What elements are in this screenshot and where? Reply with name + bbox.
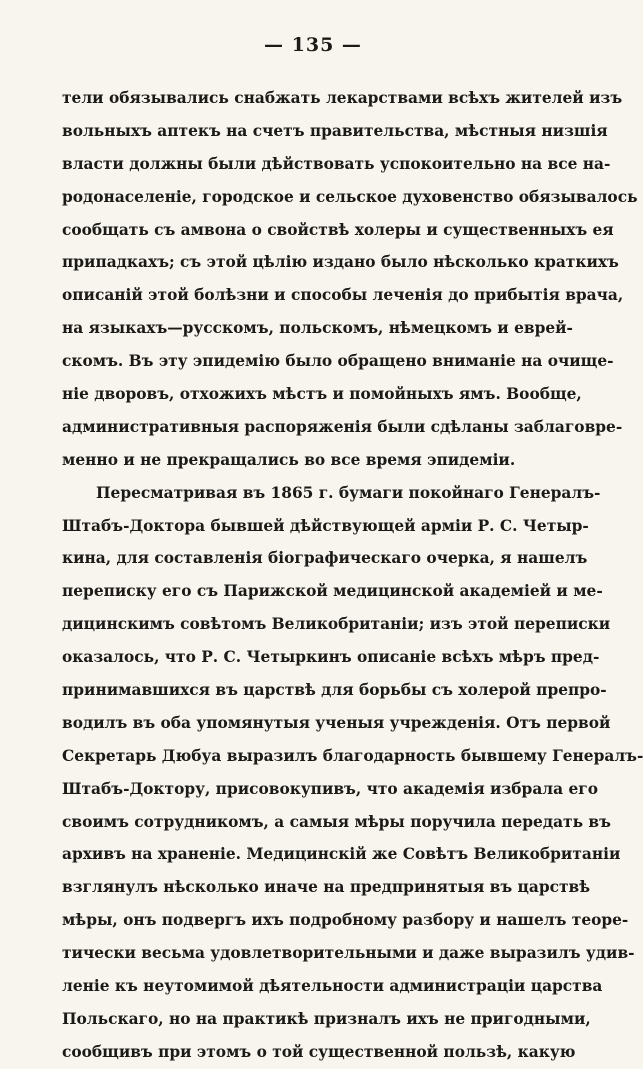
- text-line: кина, для составленія біографическаго очерка, я нашелъ: [62, 549, 588, 568]
- text-line: тически весьма удовлетворительными и даже выразилъ удив-: [62, 944, 635, 963]
- text-line: Секретарь Дюбуа выразилъ благодарность бывшему Генералъ-: [62, 746, 643, 765]
- body-text: [62, 82, 643, 1069]
- text-line: оказалось, что Р. С. Четыркинъ описаніе всѣхъ мѣръ пред-: [62, 648, 600, 667]
- text-line: припадкахъ; съ этой цѣлію издано было нѣсколько краткихъ: [62, 253, 619, 272]
- text-line: родонаселеніе, городское и сельское духовенство обязывалось: [62, 187, 638, 206]
- text-line: леніе къ неутомимой дѣятельности администраціи царства: [62, 977, 603, 996]
- text-line: своимъ сотрудникомъ, а самыя мѣры поручила передать въ: [62, 812, 611, 831]
- text-line: архивъ на храненіе. Медицинскій же Совѣтъ Великобританіи: [62, 845, 621, 864]
- text-line: взглянулъ нѣсколько иначе на предпринятыя въ царствѣ: [62, 878, 591, 897]
- text-line: Штабъ-Доктору, присовокупивъ, что академія избрала его: [62, 779, 598, 798]
- text-line: переписку его съ Парижской медицинской академіей и ме-: [62, 582, 603, 601]
- text-line: мѣры, онъ подвергъ ихъ подробному разбору и нашелъ теоре-: [62, 911, 629, 930]
- text-line: дицинскимъ совѣтомъ Великобританіи; изъ этой переписки: [62, 615, 611, 634]
- text-line: административныя распоряженія были сдѣланы заблаговре-: [62, 417, 623, 436]
- text-line: Штабъ-Доктора бывшей дѣйствующей арміи Р. С. Четыр-: [62, 516, 589, 535]
- text-line: принимавшихся въ царствѣ для борьбы съ холерой препро-: [62, 681, 607, 700]
- text-line: власти должны были дѣйствовать успокоительно на все на-: [62, 154, 611, 173]
- text-line: водилъ въ оба упомянутыя ученыя учрежденія. Отъ первой: [62, 713, 611, 732]
- text-line: Польскаго, но на практикѣ призналъ ихъ не пригодными,: [62, 1009, 591, 1028]
- text-line: сообщать съ амвона о свойствѣ холеры и существенныхъ ея: [62, 220, 614, 239]
- text-line: сообщивъ при этомъ о той существенной пользѣ, какую: [62, 1042, 576, 1061]
- text-line: тели обязывались снабжать лекарствами всѣхъ жителей изъ: [62, 89, 623, 107]
- text-line: скомъ. Въ эту эпидемію было обращено вниманіе на очище-: [62, 352, 614, 371]
- page-number: — 135 —: [264, 34, 362, 56]
- text-line: на языкахъ—русскомъ, польскомъ, нѣмецкомъ и еврей-: [62, 319, 573, 338]
- text-line: описаній этой болѣзни и способы леченія до прибытія врача,: [62, 286, 624, 305]
- text-line: Пересматривая въ 1865 г. бумаги покойнаго Генералъ-: [96, 483, 601, 502]
- text-line: вольныхъ аптекъ на счетъ правительства, мѣстныя низшія: [62, 121, 608, 140]
- text-line: ніе дворовъ, отхожихъ мѣстъ и помойныхъ ямъ. Вообще,: [62, 385, 582, 404]
- text-line: менно и не прекращались во все время эпидеміи.: [62, 450, 516, 469]
